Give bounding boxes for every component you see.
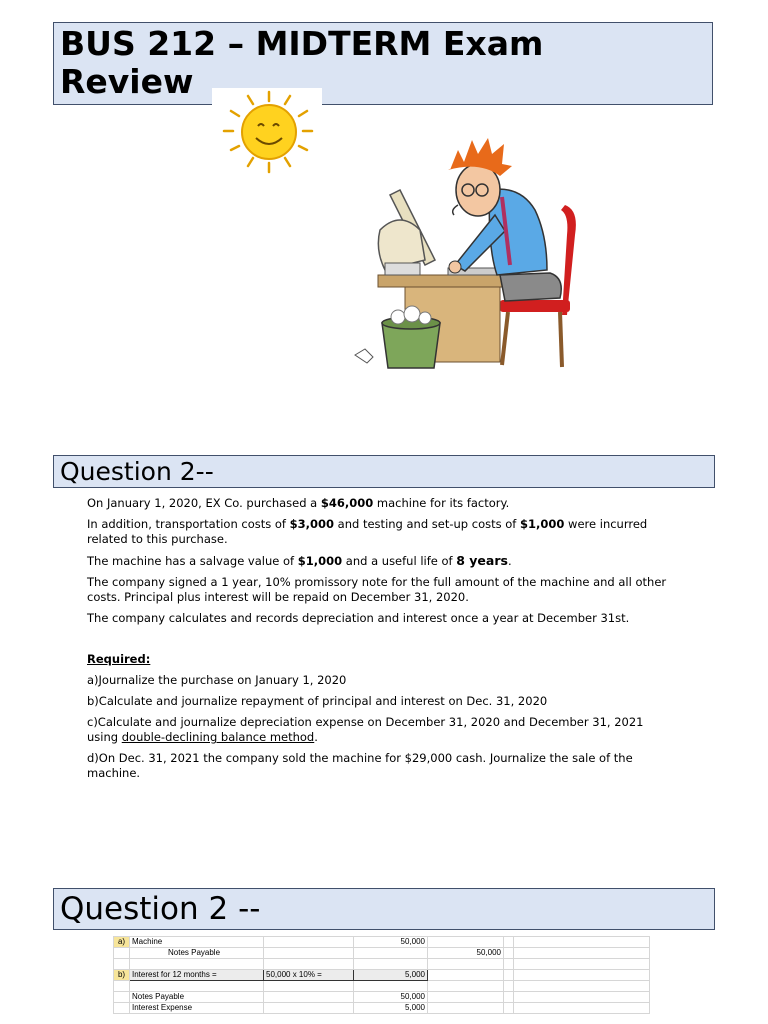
page-title: BUS 212 – MIDTERM Exam Review [60, 24, 544, 101]
text-run: were incurred related to this purchase. [87, 517, 648, 546]
table-row [114, 937, 650, 948]
paragraph-costs [87, 517, 677, 547]
cell-label: Interest for 12 months = [130, 970, 264, 981]
paragraph-note: The company signed a 1 year, 10% promissory note for the full amount of the machine and all other costs. Principal plus interest will be repaid on December 31, 2020. [87, 575, 667, 604]
cell-empty [428, 937, 504, 948]
cell-empty [514, 992, 650, 1003]
question-body [87, 496, 677, 781]
cell-empty [504, 937, 514, 948]
question-heading-2: Question 2 -- [60, 891, 261, 927]
cell-empty [264, 948, 354, 959]
cell-calc: 50,000 x 10% = [264, 970, 354, 981]
cell-result: 5,000 [354, 970, 428, 981]
cell-empty [504, 970, 514, 981]
cell-empty [514, 970, 650, 981]
table-row [114, 948, 650, 959]
cell-empty [514, 981, 650, 992]
text-run: and testing and set-up costs of [334, 517, 521, 531]
text-run: . [314, 730, 318, 744]
cell-empty [504, 981, 514, 992]
question-heading-box [53, 455, 715, 488]
text-run: On January 1, 2020, EX Co. purchased a [87, 496, 321, 510]
amount-machine: $46,000 [320, 496, 374, 510]
cell-empty [130, 981, 264, 992]
cell-empty [264, 992, 354, 1003]
cell-debit: 50,000 [354, 992, 428, 1003]
amount-salvage: $1,000 [297, 554, 343, 568]
cell-empty [354, 981, 428, 992]
requirement-c [87, 715, 677, 745]
requirement-d: d)On Dec. 31, 2021 the company sold the machine for $29,000 cash. Journalize the sale of the machine. [87, 751, 633, 780]
text-run: machine for its factory. [373, 496, 510, 510]
sun-illustration [212, 88, 322, 188]
amount-transport: $3,000 [289, 517, 335, 531]
cell-empty [264, 937, 354, 948]
cell-account: Interest Expense [130, 1003, 264, 1014]
text-run: and a useful life of [342, 554, 457, 568]
table-row [114, 992, 650, 1003]
office-worker-illustration [350, 135, 590, 375]
cell-empty [130, 959, 264, 970]
table-row [114, 959, 650, 970]
cell-debit: 50,000 [354, 937, 428, 948]
cell-tag: a) [114, 937, 130, 948]
cell-empty [428, 970, 504, 981]
paragraph-purchase [87, 496, 677, 511]
cell-empty [504, 1003, 514, 1014]
text-run: In addition, transportation costs of [87, 517, 290, 531]
cell-debit: 5,000 [354, 1003, 428, 1014]
cell-empty [264, 959, 354, 970]
cell-empty [514, 1003, 650, 1014]
paragraph-salvage [87, 553, 677, 569]
question-heading-box-2 [53, 888, 715, 930]
cell-empty [114, 959, 130, 970]
cell-empty [428, 959, 504, 970]
method-term: double-declining balance method [121, 730, 315, 744]
question-heading: Question 2-- [60, 457, 214, 486]
table-row [114, 970, 650, 981]
cell-empty [514, 948, 650, 959]
cell-empty [514, 959, 650, 970]
cell-empty [114, 1003, 130, 1014]
text-run: . [507, 554, 512, 568]
required-label: Required: [87, 652, 151, 666]
text-run: The machine has a salvage value of [87, 554, 298, 568]
requirement-b: b)Calculate and journalize repayment of principal and interest on Dec. 31, 2020 [87, 694, 548, 708]
cell-empty [114, 948, 130, 959]
cell-empty [428, 992, 504, 1003]
paragraph-depreciation: The company calculates and records depreciation and interest once a year at December 31st. [87, 611, 630, 625]
journal-spreadsheet [113, 936, 650, 1014]
cell-empty [264, 1003, 354, 1014]
cell-empty [114, 992, 130, 1003]
cell-empty [504, 992, 514, 1003]
amount-testing: $1,000 [520, 517, 565, 531]
cell-empty [504, 959, 514, 970]
useful-life: 8 years [456, 553, 508, 568]
cell-account: Machine [130, 937, 264, 948]
cell-empty [264, 981, 354, 992]
cell-account: Notes Payable [130, 948, 264, 959]
table-row [114, 1003, 650, 1014]
table-row [114, 981, 650, 992]
requirement-a: a)Journalize the purchase on January 1, 2020 [87, 673, 347, 687]
cell-empty [428, 981, 504, 992]
cell-empty [514, 937, 650, 948]
cell-empty [354, 948, 428, 959]
cell-credit: 50,000 [428, 948, 504, 959]
cell-empty [504, 948, 514, 959]
cell-tag: b) [114, 970, 130, 981]
cell-empty [114, 981, 130, 992]
title-banner [53, 22, 713, 105]
cell-empty [428, 1003, 504, 1014]
cell-account: Notes Payable [130, 992, 264, 1003]
cell-empty [354, 959, 428, 970]
text-run: c)Calculate and journalize depreciation expense on December 31, 2020 and December 31, 2021 using [87, 715, 644, 744]
